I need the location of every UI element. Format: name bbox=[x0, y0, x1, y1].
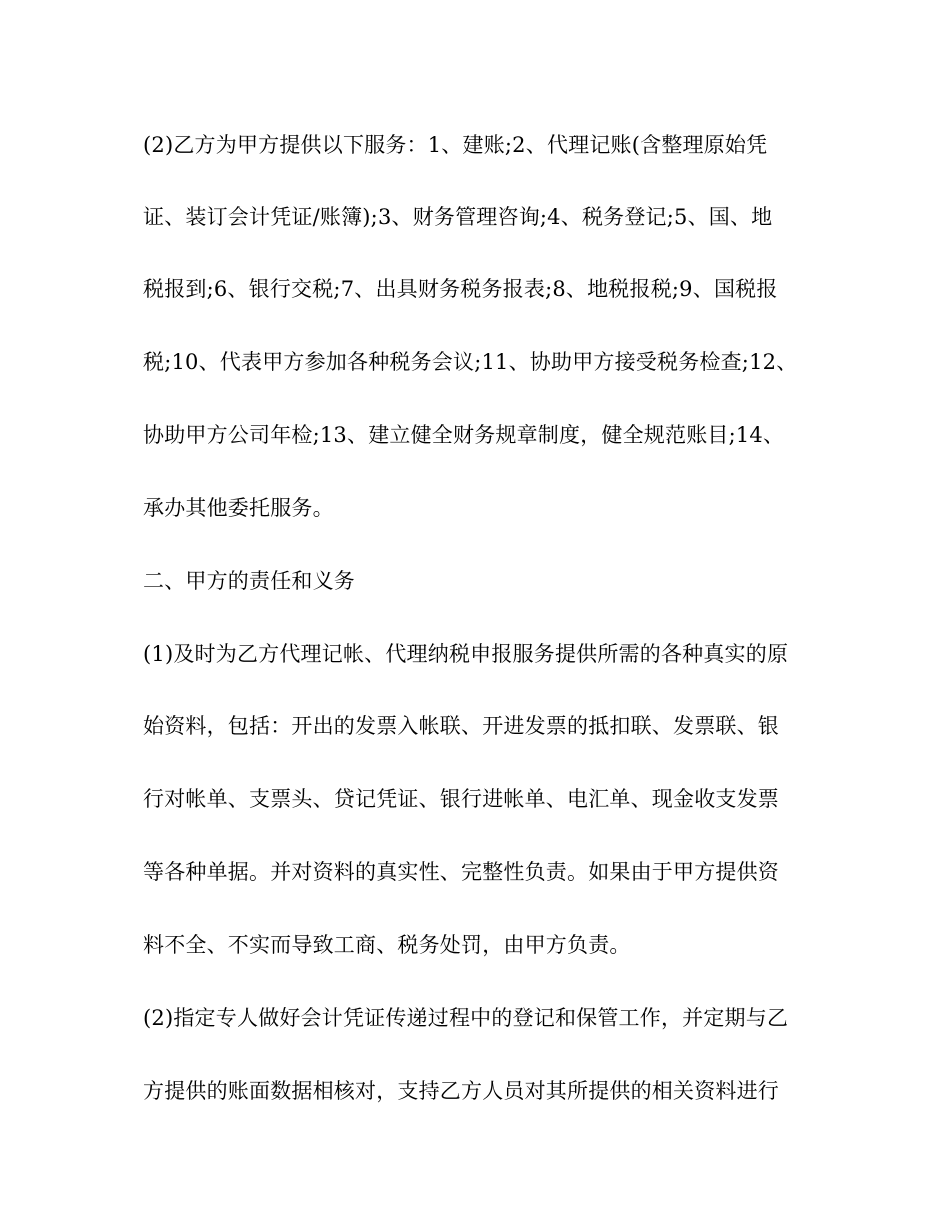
paragraph-line: 税;10、代表甲方参加各种税务会议;11、协助甲方接受税务检查;12、 bbox=[143, 350, 798, 374]
paragraph-line: (2)乙方为甲方提供以下服务：1、建账;2、代理记账(含整理原始凭 bbox=[143, 133, 768, 157]
paragraph-line: 税报到;6、银行交税;7、出具财务税务报表;8、地税报税;9、国税报 bbox=[143, 277, 778, 301]
paragraph-line: 行对帐单、支票头、贷记凭证、银行进帐单、电汇单、现金收支发票 bbox=[143, 787, 779, 811]
paragraph-line: 等各种单据。并对资料的真实性、完整性负责。如果由于甲方提供资 bbox=[143, 860, 779, 884]
paragraph-line: 承办其他委托服务。 bbox=[143, 496, 334, 520]
section-heading: 二、甲方的责任和义务 bbox=[143, 569, 355, 593]
paragraph-line: (1)及时为乙方代理记帐、代理纳税申报服务提供所需的各种真实的原 bbox=[143, 642, 789, 666]
paragraph-line: 证、装订会计凭证/账簿);3、财务管理咨询;4、税务登记;5、国、地 bbox=[143, 205, 773, 229]
paragraph-line: 料不全、不实而导致工商、税务处罚，由甲方负责。 bbox=[143, 933, 631, 957]
paragraph-line: 协助甲方公司年检;13、建立健全财务规章制度，健全规范账目;14、 bbox=[143, 423, 785, 447]
paragraph-line: 方提供的账面数据相核对，支持乙方人员对其所提供的相关资料进行 bbox=[143, 1079, 779, 1103]
paragraph-line: (2)指定专人做好会计凭证传递过程中的登记和保管工作，并定期与乙 bbox=[143, 1006, 789, 1030]
paragraph-line: 始资料，包括：开出的发票入帐联、开进发票的抵扣联、发票联、银 bbox=[143, 714, 779, 738]
